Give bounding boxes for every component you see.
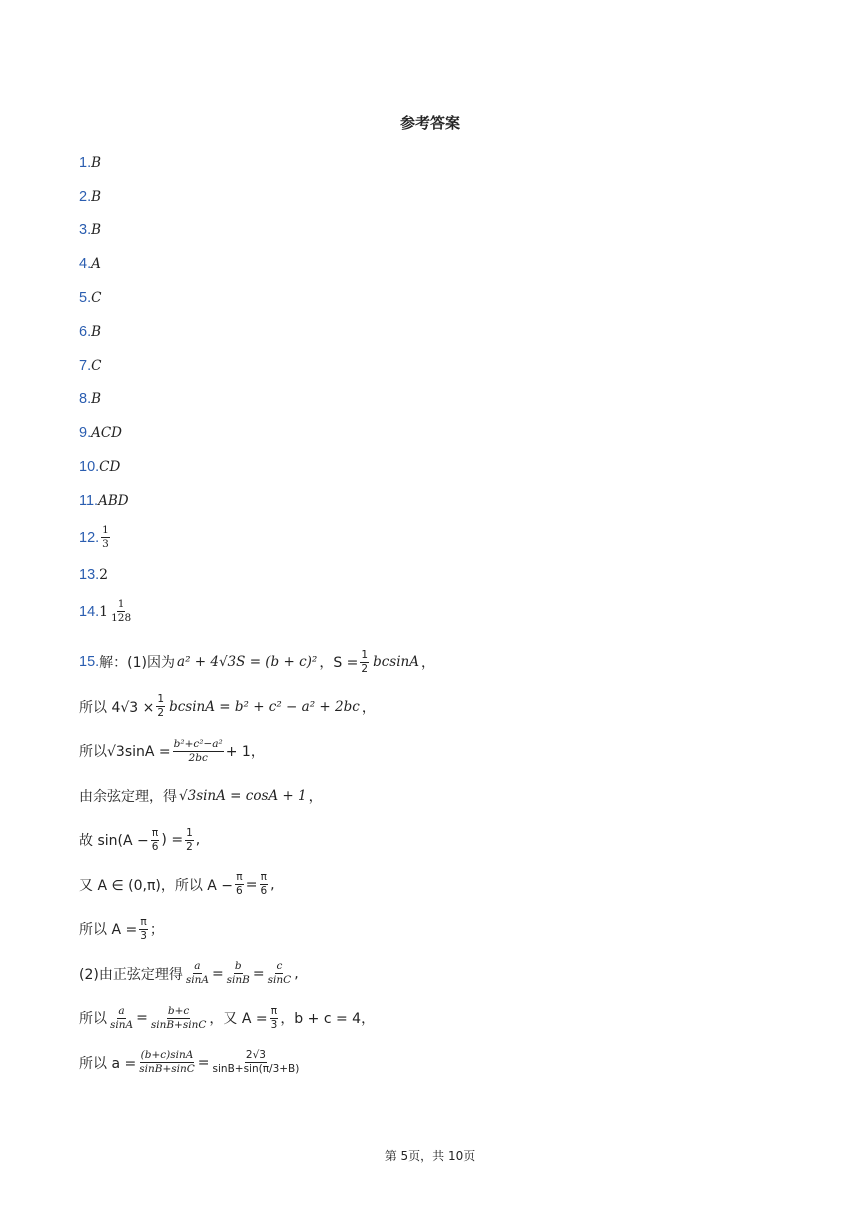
- fraction-denominator: 6: [151, 840, 159, 853]
- fraction-denominator: 2: [157, 707, 165, 720]
- fraction: [226, 961, 251, 986]
- fraction: [151, 828, 160, 853]
- fraction-denominator: sinB+sinC: [150, 1018, 207, 1031]
- solution-text: ，: [361, 699, 376, 716]
- fraction-numerator: π: [139, 917, 147, 930]
- answer-item: [79, 146, 134, 180]
- answer-item: [79, 281, 134, 315]
- solution-text: =: [211, 965, 224, 982]
- fraction-numerator: (b+c)sinA: [140, 1050, 195, 1063]
- solution-text: ，: [421, 655, 436, 672]
- answer-number: 13.: [79, 566, 100, 583]
- solution-text: 所以√3sinA =: [79, 744, 171, 761]
- answer-value: B: [91, 222, 102, 239]
- fraction: [235, 872, 244, 897]
- fraction: [185, 961, 210, 986]
- answer-item: [79, 416, 134, 450]
- fraction-numerator: 1: [101, 525, 110, 538]
- fraction-numerator: a: [193, 961, 201, 974]
- fraction-numerator: b: [234, 961, 243, 974]
- fraction-denominator: sinB+sin(π/3+B): [212, 1063, 300, 1076]
- solution-number: 15.: [79, 654, 100, 671]
- solution-text: ，b + c = 4，: [280, 1011, 376, 1028]
- fraction-numerator: 1: [117, 599, 126, 612]
- answer-value: B: [91, 391, 102, 408]
- answer-number: 2.: [79, 188, 92, 205]
- fraction-numerator: π: [270, 1006, 278, 1019]
- equation: bcsinA: [373, 654, 420, 671]
- answer-number: 4.: [79, 256, 92, 273]
- solution-line: [79, 640, 799, 685]
- solution-text: =: [245, 876, 258, 893]
- solution-text: ，又 A =: [209, 1011, 268, 1028]
- solution-text: 所以 a =: [79, 1055, 137, 1072]
- solution-text: ；: [149, 922, 164, 939]
- answer-fraction: [101, 525, 110, 550]
- fraction-denominator: 6: [260, 885, 268, 898]
- equation: a² + 4√3S = (b + c)²: [177, 654, 318, 671]
- fraction-numerator: π: [151, 828, 159, 841]
- solution-line: [79, 729, 799, 774]
- answer-number: 8.: [79, 391, 92, 408]
- fraction: [150, 1006, 208, 1031]
- fraction-numerator: a: [117, 1006, 125, 1019]
- fraction: [173, 739, 224, 764]
- solution-block: [79, 640, 799, 1085]
- fraction-denominator: 3: [102, 538, 109, 551]
- fraction: [156, 694, 165, 719]
- answer-number: 5.: [79, 290, 92, 307]
- fraction-numerator: π: [235, 872, 243, 885]
- page-footer: 第 5页，共 10页: [384, 1149, 476, 1163]
- answer-value: ACD: [91, 425, 122, 442]
- solution-text: =: [252, 965, 265, 982]
- fraction-denominator: sinB+sinC: [139, 1063, 195, 1076]
- answer-number: 9.: [79, 425, 92, 442]
- solution-line: [79, 1041, 799, 1086]
- answer-number: 10.: [79, 459, 100, 476]
- answer-value: ABD: [98, 492, 129, 509]
- fraction: [259, 872, 268, 897]
- fraction: [185, 828, 194, 853]
- solution-text: 由余弦定理，得: [79, 788, 177, 805]
- answer-fraction: [110, 599, 132, 624]
- solution-text: 故 sin(A −: [79, 833, 149, 850]
- answer-value: 1: [99, 603, 109, 620]
- solution-text: 所以 4√3 ×: [79, 699, 155, 716]
- solution-text: 又 A ∈ (0,π)，所以 A −: [79, 877, 234, 894]
- answer-value: B: [91, 323, 102, 340]
- solution-text: ) =: [161, 832, 184, 849]
- fraction-denominator: 3: [140, 929, 147, 942]
- fraction-numerator: π: [260, 872, 268, 885]
- fraction-numerator: 1: [185, 828, 194, 841]
- fraction: [212, 1050, 301, 1075]
- solution-text: ，: [308, 788, 323, 805]
- fraction: [360, 650, 369, 675]
- solution-line: [79, 996, 799, 1041]
- fraction-denominator: sinC: [267, 974, 292, 987]
- fraction-numerator: c: [275, 961, 283, 974]
- fraction-denominator: 2: [361, 662, 369, 675]
- answer-item: [79, 592, 134, 632]
- answer-item: [79, 484, 134, 518]
- equation: √3sinA = cosA + 1: [179, 787, 307, 804]
- answer-number: 6.: [79, 323, 92, 340]
- fraction-numerator: 1: [156, 694, 165, 707]
- solution-text: 解：(1)因为: [99, 655, 176, 672]
- fraction-denominator: sinB: [226, 974, 250, 987]
- fraction-numerator: b²+c²−a²: [173, 739, 224, 752]
- fraction-denominator: 2bc: [188, 751, 208, 764]
- answer-item: [79, 214, 134, 248]
- answer-item: [79, 450, 134, 484]
- answer-list: [79, 146, 134, 632]
- answer-item: [79, 247, 134, 281]
- solution-text: ，S =: [319, 655, 359, 672]
- fraction-numerator: 1: [360, 650, 369, 663]
- answer-number: 11.: [79, 492, 99, 509]
- solution-line: [79, 774, 799, 819]
- fraction-denominator: sinA: [185, 974, 209, 987]
- solution-text: ,: [195, 832, 201, 849]
- solution-line: [79, 907, 799, 952]
- fraction-denominator: 3: [270, 1018, 278, 1031]
- answer-item: [79, 518, 134, 558]
- answer-value: B: [91, 188, 102, 205]
- fraction-numerator: 2√3: [245, 1050, 267, 1063]
- solution-line: [79, 863, 799, 908]
- fraction-numerator: b+c: [167, 1006, 190, 1019]
- answer-value: A: [91, 256, 101, 273]
- answer-item: [79, 383, 134, 417]
- page-title: 参考答案: [399, 114, 460, 132]
- fraction: [138, 1050, 196, 1075]
- answer-number: 7.: [79, 357, 92, 374]
- fraction-denominator: 2: [186, 840, 193, 853]
- answer-number: 3.: [79, 222, 92, 239]
- fraction-denominator: 6: [236, 885, 243, 898]
- fraction-denominator: 128: [111, 612, 132, 625]
- fraction: [267, 961, 293, 986]
- answer-value: 2: [99, 566, 109, 583]
- answer-item: [79, 180, 134, 214]
- solution-text: 所以: [79, 1011, 107, 1028]
- solution-text: (2)由正弦定理得: [79, 966, 183, 983]
- answer-item: [79, 558, 134, 592]
- answer-value: CD: [99, 459, 121, 476]
- fraction: [270, 1006, 279, 1031]
- solution-text: 所以 A =: [79, 922, 138, 939]
- solution-text: + 1，: [225, 744, 265, 761]
- solution-text: =: [136, 1010, 148, 1027]
- solution-text: =: [197, 1054, 210, 1071]
- solution-text: ,: [294, 965, 299, 982]
- fraction: [109, 1006, 134, 1031]
- fraction: [139, 917, 148, 942]
- answer-value: C: [91, 290, 102, 307]
- fraction-denominator: sinA: [110, 1018, 134, 1031]
- answer-value: B: [91, 154, 102, 171]
- solution-text: ,: [270, 876, 275, 893]
- equation: bcsinA = b² + c² − a² + 2bc: [169, 698, 360, 715]
- answer-item: [79, 315, 134, 349]
- answer-number: 12.: [79, 529, 100, 546]
- solution-line: [79, 952, 799, 997]
- answer-number: 1.: [79, 154, 92, 171]
- answer-number: 14.: [79, 603, 100, 620]
- solution-line: [79, 818, 799, 863]
- answer-item: [79, 349, 134, 383]
- solution-line: [79, 685, 799, 730]
- answer-value: C: [91, 357, 102, 374]
